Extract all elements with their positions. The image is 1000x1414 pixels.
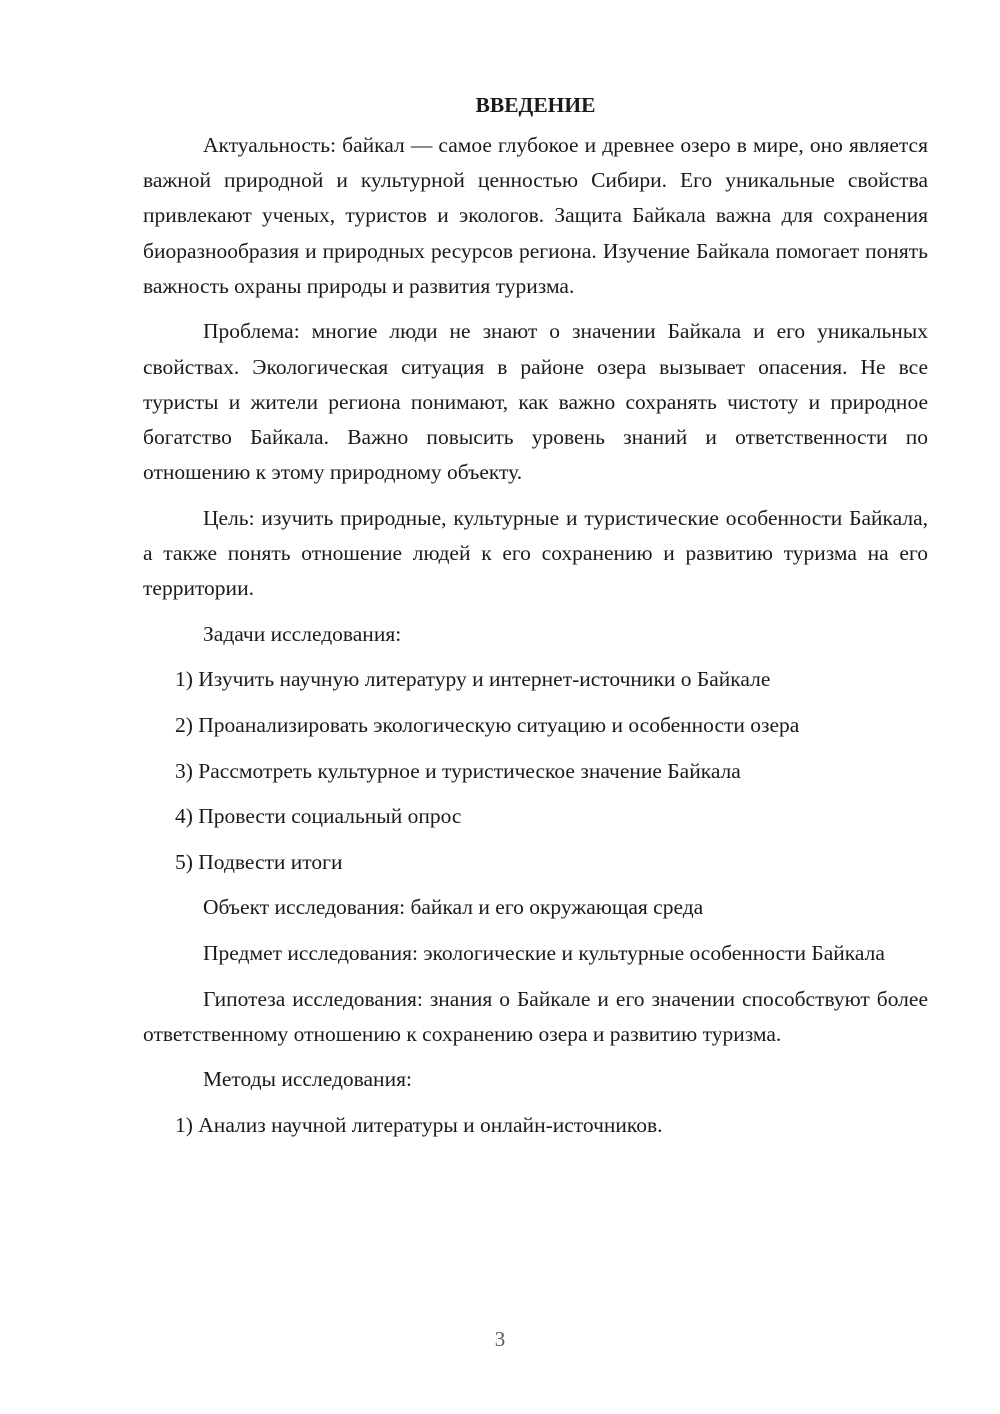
list-item: 5) Подвести итоги	[175, 849, 343, 874]
goal-paragraph: Цель: изучить природные, культурные и туристические особенности Байкала, а также понять отношение людей к его сохранению и развитию туризма на его территории.	[143, 505, 928, 601]
page-number: 3	[494, 1327, 506, 1351]
object-line: Объект исследования: байкал и его окружающая среда	[203, 895, 704, 920]
tasks-heading: Задачи исследования:	[203, 621, 402, 646]
list-item: 3) Рассмотреть культурное и туристическое значение Байкала	[175, 758, 741, 783]
list-item: 4) Провести социальный опрос	[175, 804, 462, 829]
section-title: ВВЕДЕНИЕ	[475, 93, 596, 117]
methods-heading: Методы исследования:	[203, 1067, 412, 1092]
hypothesis-paragraph: Гипотеза исследования: знания о Байкале и его значении способствуют более ответственному отношению к сохранению озера и развитию туризма.	[143, 986, 928, 1046]
subject-paragraph: Предмет исследования: экологические и культурные особенности Байкала	[203, 940, 885, 965]
methods-list	[143, 1108, 928, 1143]
document-page	[143, 88, 928, 1154]
tasks-list	[143, 662, 928, 880]
list-item: 1) Анализ научной литературы и онлайн-источников.	[175, 1112, 663, 1137]
problem-paragraph: Проблема: многие люди не знают о значении Байкала и его уникальных свойствах. Экологическая ситуация в районе озера вызывает опасения. Не все туристы и жители региона понимают, как важно сохранять чистоту и природное богатство Байкала. Важно повысить уровень знаний и ответственности по отношению к этому природному объекту.	[143, 319, 928, 485]
relevance-paragraph: Актуальность: байкал — самое глубокое и древнее озеро в мире, оно является важной природной и культурной ценностью Сибири. Его уникальные свойства привлекают ученых, туристов и экологов. Защита Байкала важна для сохранения биоразнообразия и природных ресурсов региона. Изучение Байкала помогает понять важность охраны природы и развития туризма.	[143, 133, 928, 298]
list-item: 1) Изучить научную литературу и интернет-источники о Байкале	[175, 667, 771, 692]
list-item: 2) Проанализировать экологическую ситуацию и особенности озера	[175, 713, 800, 737]
